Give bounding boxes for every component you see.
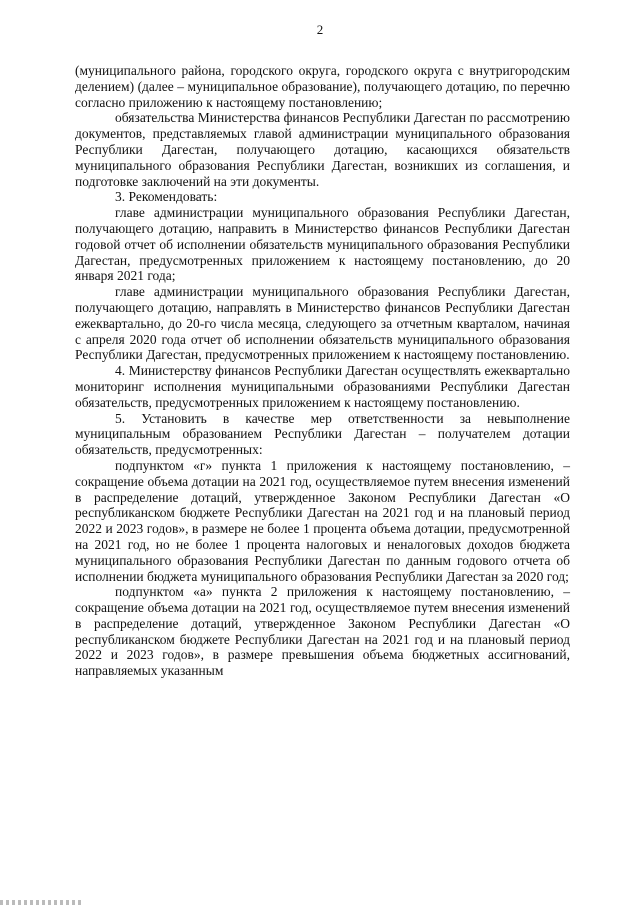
paragraph: главе администрации муниципального образования Республики Дагестан, получающего дотацию, направить в Министерство финансов Республики Дагестан годовой отчет об исполнении обязательств муниципального образования Республики Дагестан, предусмотренных приложением к настоящему постановлению, до 20 января 2021 года; <box>75 205 570 284</box>
paragraph: 4. Министерству финансов Республики Дагестан осуществлять ежеквартально мониторинг исполнения муниципальными образованиями Республики Дагестан обязательств, предусмотренных приложением к настоящему постановлению. <box>75 363 570 410</box>
paragraph: главе администрации муниципального образования Республики Дагестан, получающего дотацию, направлять в Министерство финансов Республики Дагестан ежеквартально, до 20-го числа месяца, следующего за отчетным кварталом, начиная с апреля 2020 года отчет об исполнении обязательств муниципального образования Республики Дагестан, предусмотренных приложением к настоящему постановлению. <box>75 284 570 363</box>
page-number: 2 <box>316 22 324 37</box>
paragraph: 3. Рекомендовать: <box>115 189 218 205</box>
paragraph: обязательства Министерства финансов Республики Дагестан по рассмотрению документов, представляемых главой администрации муниципального образования Республики Дагестан, получающего дотацию, касающихся обязательств муниципального образования Республики Дагестан, возникших из соглашения, и подготовке заключений на эти документы. <box>75 110 570 189</box>
paragraph: (муниципального района, городского округа, городского округа с внутригородским делением) (далее – муниципальное образование), получающего дотацию, по перечню согласно приложению к настоящему постановлению; <box>75 63 570 110</box>
scan-edge-mark <box>0 900 82 905</box>
paragraph: 5. Установить в качестве мер ответственности за невыполнение муниципальным образованием Республики Дагестан – получателем дотации обязательств, предусмотренных: <box>75 410 570 458</box>
paragraph: подпунктом «г» пункта 1 приложения к настоящему постановлению, – сокращение объема дотации на 2021 год, осуществляемое путем внесения изменений в распределение дотаций, утвержденное Законом Республики Дагестан «О республиканском бюджете Республики Дагестан на 2021 год и на плановый период 2022 и 2023 годов», в размере не более 1 процента объема дотации, предусмотренной на 2021 год, но не более 1 процента налоговых и неналоговых доходов бюджета муниципального образования Республики Дагестан по данным годового отчета об исполнении бюджета муниципального образования Республики Дагестан за 2020 год; <box>75 457 570 584</box>
document-body <box>75 63 570 679</box>
paragraph: подпунктом «а» пункта 2 приложения к настоящему постановлению, – сокращение объема дотации на 2021 год, осуществляемое путем внесения изменений в распределение дотаций, утвержденное Законом Республики Дагестан «О республиканском бюджете Республики Дагестан на 2021 год и на плановый период 2022 и 2023 годов», в размере превышения объема бюджетных ассигнований, направляемых указанным <box>75 584 570 679</box>
